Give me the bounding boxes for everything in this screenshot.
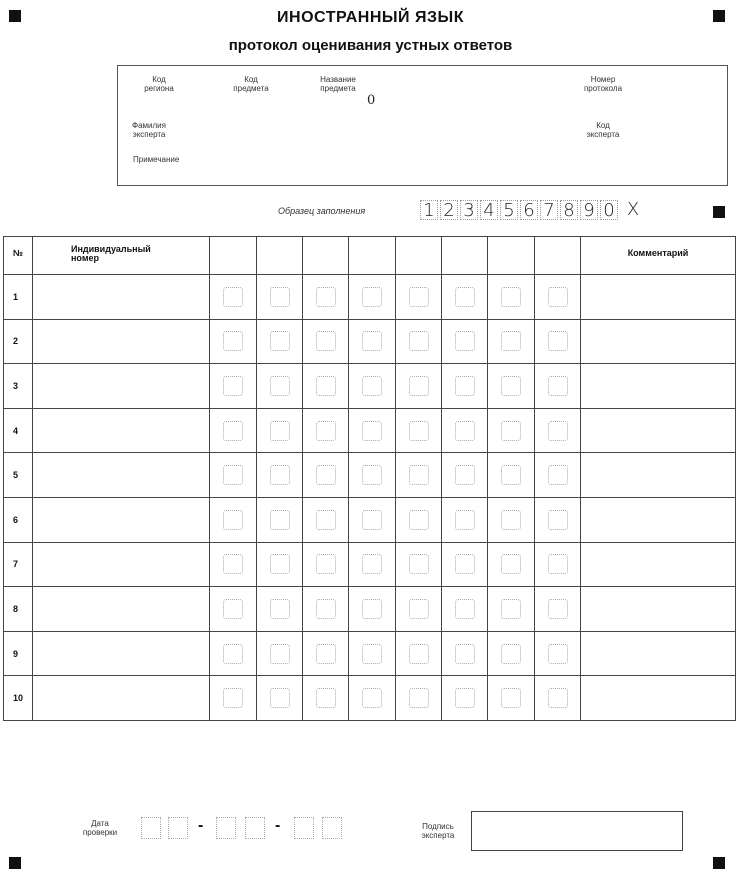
score-box[interactable]: [548, 554, 568, 574]
score-box[interactable]: [409, 331, 429, 351]
score-cell: [210, 275, 257, 320]
score-box[interactable]: [455, 331, 475, 351]
score-box[interactable]: [409, 599, 429, 619]
score-box[interactable]: [455, 688, 475, 708]
score-cell: [488, 631, 535, 676]
score-box[interactable]: [548, 644, 568, 664]
score-cell: [442, 497, 488, 542]
expert-code-label: Код эксперта: [586, 121, 620, 139]
row-number: 7: [4, 542, 33, 587]
score-cell: [535, 453, 581, 498]
score-cell: [349, 408, 396, 453]
score-cell: [257, 631, 303, 676]
score-cell: [349, 587, 396, 632]
score-cell: [396, 542, 442, 587]
score-box[interactable]: [409, 465, 429, 485]
score-box[interactable]: [223, 644, 243, 664]
score-cell: [396, 497, 442, 542]
table-header-row: [4, 237, 736, 275]
date-digit-box[interactable]: [216, 817, 236, 839]
score-box[interactable]: [409, 644, 429, 664]
sample-digit: 8: [560, 200, 578, 220]
score-box[interactable]: [362, 376, 382, 396]
score-cell: [535, 497, 581, 542]
protocol-number-label: Номер протокола: [583, 75, 623, 93]
column-header-comment: Комментарий: [581, 237, 736, 275]
score-box[interactable]: [223, 421, 243, 441]
score-cell: [396, 275, 442, 320]
individual-number-cell[interactable]: [33, 631, 210, 676]
table-row: [4, 542, 736, 587]
date-digit-box[interactable]: [245, 817, 265, 839]
score-cell: [349, 275, 396, 320]
score-cell: [442, 275, 488, 320]
score-cell: [349, 497, 396, 542]
sample-digit: 1: [420, 200, 438, 220]
individual-number-cell[interactable]: [33, 408, 210, 453]
column-header-score: [442, 237, 488, 275]
column-header-score: [488, 237, 535, 275]
table-row: [4, 408, 736, 453]
corner-marker-bottom-left: [9, 857, 21, 869]
date-digit-box[interactable]: [322, 817, 342, 839]
score-box[interactable]: [270, 688, 290, 708]
score-box[interactable]: [501, 376, 521, 396]
score-box[interactable]: [455, 510, 475, 530]
score-box[interactable]: [223, 376, 243, 396]
score-cell: [210, 497, 257, 542]
table-row: [4, 497, 736, 542]
score-cell: [396, 319, 442, 364]
individual-number-cell[interactable]: [33, 275, 210, 320]
score-cell: [396, 408, 442, 453]
score-cell: [257, 676, 303, 721]
row-number: 6: [4, 497, 33, 542]
row-number: 10: [4, 676, 33, 721]
individual-number-cell[interactable]: [33, 319, 210, 364]
sample-digit: 9: [580, 200, 598, 220]
score-box[interactable]: [223, 554, 243, 574]
sample-digit: 7: [540, 200, 558, 220]
score-box[interactable]: [270, 287, 290, 307]
individual-number-cell[interactable]: [33, 542, 210, 587]
sample-digit: 4: [480, 200, 498, 220]
signature-label: Подпись эксперта: [421, 822, 455, 840]
table-row: [4, 319, 736, 364]
score-cell: [535, 542, 581, 587]
score-box[interactable]: [362, 421, 382, 441]
score-cell: [396, 364, 442, 409]
column-header-score: [535, 237, 581, 275]
column-header-score: [396, 237, 442, 275]
score-box[interactable]: [548, 421, 568, 441]
score-cell: [303, 542, 349, 587]
score-box[interactable]: [501, 554, 521, 574]
score-cell: [210, 676, 257, 721]
score-box[interactable]: [455, 376, 475, 396]
score-box[interactable]: [548, 510, 568, 530]
score-cell: [210, 542, 257, 587]
score-cell: [349, 631, 396, 676]
score-cell: [488, 676, 535, 721]
row-number: 1: [4, 275, 33, 320]
score-cell: [303, 676, 349, 721]
sample-digits: [420, 200, 644, 222]
score-box[interactable]: [223, 331, 243, 351]
score-cell: [257, 497, 303, 542]
column-header-individual-number: Индивидуальный номер: [33, 237, 210, 275]
note-label: Примечание: [133, 155, 180, 164]
score-cell: [257, 542, 303, 587]
score-box[interactable]: [362, 510, 382, 530]
score-cell: [535, 275, 581, 320]
row-number: 8: [4, 587, 33, 632]
score-cell: [257, 587, 303, 632]
sample-digit: 5: [500, 200, 518, 220]
score-box[interactable]: [362, 331, 382, 351]
comment-cell[interactable]: [581, 453, 736, 498]
comment-cell[interactable]: [581, 676, 736, 721]
score-cell: [488, 542, 535, 587]
score-box[interactable]: [409, 510, 429, 530]
comment-cell[interactable]: [581, 275, 736, 320]
grading-table: [3, 236, 736, 721]
score-box[interactable]: [270, 331, 290, 351]
subject-name-value: 0: [367, 93, 376, 108]
score-box[interactable]: [455, 421, 475, 441]
score-cell: [488, 408, 535, 453]
score-box[interactable]: [501, 688, 521, 708]
score-cell: [210, 631, 257, 676]
corner-marker-bottom-right: [713, 857, 725, 869]
score-cell: [257, 319, 303, 364]
score-box[interactable]: [548, 688, 568, 708]
comment-cell[interactable]: [581, 319, 736, 364]
score-box[interactable]: [409, 376, 429, 396]
score-cell: [535, 587, 581, 632]
score-box[interactable]: [270, 510, 290, 530]
score-cell: [303, 587, 349, 632]
score-box[interactable]: [270, 376, 290, 396]
score-cell: [442, 319, 488, 364]
page-subtitle: протокол оценивания устных ответов: [228, 37, 513, 54]
sample-digit: 6: [520, 200, 538, 220]
page-title: ИНОСТРАННЫЙ ЯЗЫК: [277, 9, 464, 26]
subject-name-label: Название предмета: [320, 75, 356, 93]
score-cell: [210, 453, 257, 498]
score-cell: [396, 676, 442, 721]
individual-number-cell[interactable]: [33, 364, 210, 409]
score-box[interactable]: [409, 421, 429, 441]
subject-code-label: Код предмета: [233, 75, 269, 93]
score-box[interactable]: [223, 510, 243, 530]
score-box[interactable]: [316, 554, 336, 574]
score-cell: [442, 676, 488, 721]
score-box[interactable]: [548, 376, 568, 396]
score-box[interactable]: [316, 644, 336, 664]
score-cell: [210, 319, 257, 364]
score-box[interactable]: [501, 421, 521, 441]
individual-number-cell[interactable]: [33, 453, 210, 498]
comment-cell[interactable]: [581, 631, 736, 676]
score-cell: [442, 408, 488, 453]
table-row: [4, 587, 736, 632]
score-box[interactable]: [316, 421, 336, 441]
score-box[interactable]: [501, 465, 521, 485]
date-digit-box[interactable]: [294, 817, 314, 839]
score-cell: [488, 453, 535, 498]
score-box[interactable]: [362, 599, 382, 619]
score-cell: [349, 676, 396, 721]
table-row: [4, 275, 736, 320]
score-box[interactable]: [455, 465, 475, 485]
score-box[interactable]: [501, 599, 521, 619]
score-box[interactable]: [316, 510, 336, 530]
score-cell: [210, 364, 257, 409]
score-box[interactable]: [270, 554, 290, 574]
signature-box[interactable]: [471, 811, 683, 851]
column-header-score: [257, 237, 303, 275]
score-box[interactable]: [455, 644, 475, 664]
sample-filling-label: Образец заполнения: [278, 206, 366, 216]
score-cell: [303, 453, 349, 498]
score-box[interactable]: [316, 331, 336, 351]
score-cell: [535, 676, 581, 721]
score-box[interactable]: [316, 465, 336, 485]
score-cell: [303, 364, 349, 409]
score-cell: [257, 408, 303, 453]
comment-cell[interactable]: [581, 408, 736, 453]
score-box[interactable]: [223, 287, 243, 307]
score-box[interactable]: [409, 554, 429, 574]
column-header-number: №: [4, 237, 33, 275]
score-cell: [488, 319, 535, 364]
score-box[interactable]: [455, 599, 475, 619]
protocol-header-box: [117, 65, 728, 186]
score-box[interactable]: [223, 599, 243, 619]
score-box[interactable]: [548, 331, 568, 351]
date-separator: -: [198, 817, 204, 834]
score-cell: [349, 364, 396, 409]
score-box[interactable]: [362, 465, 382, 485]
score-cell: [442, 542, 488, 587]
score-box[interactable]: [316, 376, 336, 396]
individual-number-cell[interactable]: [33, 497, 210, 542]
score-box[interactable]: [409, 287, 429, 307]
expert-surname-label: Фамилия эксперта: [132, 121, 166, 139]
sample-digit: 0: [600, 200, 618, 220]
score-cell: [303, 408, 349, 453]
row-number: 9: [4, 631, 33, 676]
score-cell: [349, 542, 396, 587]
score-cell: [488, 587, 535, 632]
score-cell: [303, 319, 349, 364]
comment-cell[interactable]: [581, 364, 736, 409]
score-cell: [442, 587, 488, 632]
sample-marker-right: [713, 206, 725, 218]
score-cell: [349, 319, 396, 364]
score-box[interactable]: [270, 644, 290, 664]
score-cell: [488, 275, 535, 320]
score-box[interactable]: [362, 644, 382, 664]
score-cell: [257, 364, 303, 409]
score-cell: [349, 453, 396, 498]
score-cell: [257, 453, 303, 498]
score-box[interactable]: [501, 331, 521, 351]
score-box[interactable]: [223, 688, 243, 708]
table-row: [4, 453, 736, 498]
date-digit-box[interactable]: [168, 817, 188, 839]
score-box[interactable]: [548, 599, 568, 619]
score-box[interactable]: [501, 644, 521, 664]
sample-digit: 2: [440, 200, 458, 220]
score-cell: [396, 587, 442, 632]
score-box[interactable]: [501, 287, 521, 307]
score-box[interactable]: [223, 465, 243, 485]
score-cell: [396, 453, 442, 498]
score-cell: [535, 631, 581, 676]
score-box[interactable]: [316, 688, 336, 708]
comment-cell[interactable]: [581, 542, 736, 587]
individual-number-cell[interactable]: [33, 587, 210, 632]
score-cell: [303, 497, 349, 542]
row-number: 2: [4, 319, 33, 364]
score-box[interactable]: [548, 465, 568, 485]
row-number: 5: [4, 453, 33, 498]
score-box[interactable]: [455, 287, 475, 307]
region-code-label: Код региона: [144, 75, 174, 93]
score-cell: [257, 275, 303, 320]
score-box[interactable]: [501, 510, 521, 530]
score-cell: [442, 453, 488, 498]
score-cell: [303, 631, 349, 676]
score-box[interactable]: [362, 287, 382, 307]
check-date-label: Дата проверки: [82, 819, 118, 837]
score-cell: [488, 364, 535, 409]
individual-number-cell[interactable]: [33, 676, 210, 721]
score-box[interactable]: [270, 421, 290, 441]
comment-cell[interactable]: [581, 497, 736, 542]
row-number: 4: [4, 408, 33, 453]
score-cell: [442, 364, 488, 409]
score-cell: [303, 275, 349, 320]
score-cell: [535, 408, 581, 453]
score-cell: [210, 587, 257, 632]
score-cell: [396, 631, 442, 676]
score-cell: [442, 631, 488, 676]
column-header-score: [210, 237, 257, 275]
score-box[interactable]: [316, 599, 336, 619]
score-cell: [535, 319, 581, 364]
table-row: [4, 364, 736, 409]
comment-cell[interactable]: [581, 587, 736, 632]
score-cell: [535, 364, 581, 409]
sample-cross: X: [626, 199, 640, 220]
table-row: [4, 631, 736, 676]
score-cell: [488, 497, 535, 542]
score-box[interactable]: [362, 554, 382, 574]
date-separator: -: [275, 817, 281, 834]
sample-digit: 3: [460, 200, 478, 220]
score-box[interactable]: [270, 599, 290, 619]
score-box[interactable]: [316, 287, 336, 307]
score-box[interactable]: [455, 554, 475, 574]
row-number: 3: [4, 364, 33, 409]
score-box[interactable]: [409, 688, 429, 708]
score-box[interactable]: [270, 465, 290, 485]
score-cell: [210, 408, 257, 453]
table-row: [4, 676, 736, 721]
date-digit-box[interactable]: [141, 817, 161, 839]
column-header-score: [303, 237, 349, 275]
score-box[interactable]: [362, 688, 382, 708]
score-box[interactable]: [548, 287, 568, 307]
column-header-score: [349, 237, 396, 275]
